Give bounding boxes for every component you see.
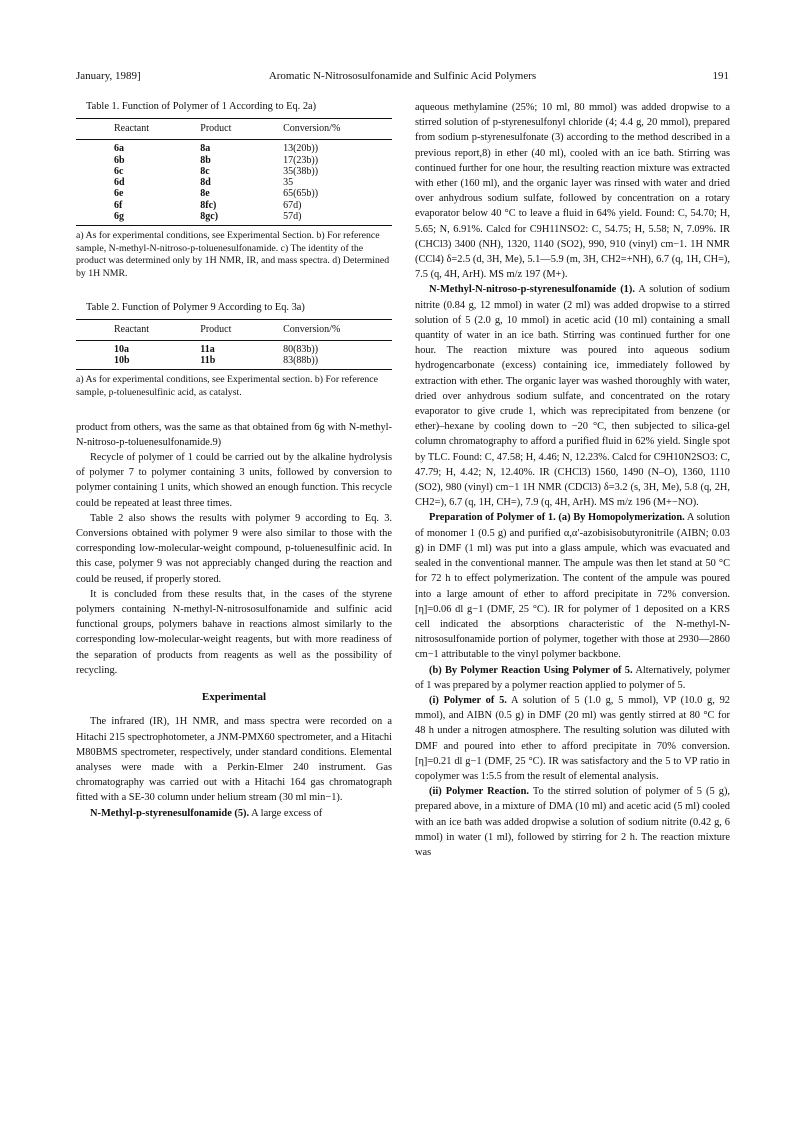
table1-reactant: 6a	[114, 143, 124, 155]
table1-conversion: 67d)	[283, 199, 302, 211]
table2-product: 11a	[200, 343, 215, 355]
paragraph-text: To the stirred solution of polymer of 5 (5 g), prepared above, in a mixture of DMA (10 ml) and acetic acid (5 ml) cooled with an ice bath was added dropwise a solution of sodium nitrite (0.42 g, 6 mmol) in water (1 ml), followed by stirring for 2 h. The reaction mixture was	[415, 786, 731, 858]
table1	[76, 118, 392, 226]
body-paragraph	[76, 806, 392, 821]
table-row	[76, 355, 392, 370]
table-row	[76, 211, 392, 226]
body-paragraph: Table 2 also shows the results with polymer 9 according to Eq. 3. Conversions obtained with polymer 9 were also similar to those with the corresponding low-molecular-weight compound, p-toluenesulfinic acid. In this case, polymer 9 was not appreciably changed during the reaction and could be reused, if properly stored.	[76, 512, 392, 585]
table1-reactant: 6b	[114, 154, 125, 166]
table1-conversion: 65(65b))	[283, 188, 319, 200]
table-row	[76, 155, 392, 166]
table-row	[76, 166, 392, 177]
body-paragraph	[415, 663, 730, 693]
table1-conversion: 13(20b))	[283, 143, 319, 155]
table1-product: 8c	[200, 165, 210, 177]
table2-product: 11b	[180, 355, 275, 370]
table-row	[76, 177, 392, 188]
table1-reactant: 6d	[114, 177, 125, 189]
table2-header-product: Product	[180, 319, 275, 340]
table-row	[76, 200, 392, 211]
run-in-heading: (ii) Polymer Reaction.	[429, 786, 529, 798]
table1-reactant: 6c	[114, 165, 124, 177]
table1-product: 8d	[200, 177, 211, 189]
table1-reactant: 6e	[114, 188, 124, 200]
paragraph-text: Alternatively, polymer of 1 was prepared by a polymer reaction applied to polymer of 5.	[415, 664, 730, 691]
table1-product: 8e	[200, 188, 210, 200]
table-row	[76, 140, 392, 155]
right-column	[415, 100, 730, 860]
run-in-heading: N-Methyl-p-styrenesulfonamide (5).	[90, 807, 250, 819]
body-paragraph: aqueous methylamine (25%; 10 ml, 80 mmol) was added dropwise to a stirred solution of p-styrenesulfonyl chloride (4; 4.4 g, 20 mmol), prepared from sodium p-styrenesulfonate (3) according to the method described in a previous report,8) in ether (40 ml), cooled with an ice bath. Stirring was continued further for one hour, the resulting reaction mixture was extracted with ether (160 ml), and the organic layer was rinsed with water and dried over anhydrous sodium sulfate, followed by concentration on a rotary evaporator below 40 °C to leave a fluid in 64% yield. Found: C, 54.70; H, 5.65; N, 6.91%. Calcd for C9H11NSO2: C, 54.75; H, 5.58; N, 7.09%. IR (CHCl3) 3400 (NH), 1320, 1140 (SO2), 990, 910 (vinyl) cm−1. 1H NMR (CCl4) δ=2.5 (d, 3H, Me), 5.1—5.9 (m, 3H, CH2=+NH), 6.7 (q, 1H, CH=), 7.5 (q, 4H, ArH). MS m/z 197 (M+).	[415, 102, 730, 281]
table1-reactant: 6f	[114, 199, 123, 211]
page-number: 191	[712, 70, 729, 82]
table2-notes: a) As for experimental conditions, see Experimental section. b) For reference sample, p-toluenesulfinic acid, as catalyst.	[76, 374, 378, 399]
table-row	[76, 340, 392, 355]
table2-reactant: 10b	[76, 355, 180, 370]
table1-notes: a) As for experimental conditions, see Experimental Section. b) For reference sample, N-methyl-N-nitroso-p-toluenesulfonamide. c) The identity of the product was determined only by 1H NMR, IR, and mass spectra. d) Determined by 1H NMR.	[76, 230, 390, 280]
paragraph-text: A large excess of	[249, 807, 323, 819]
table1-conversion: 35	[283, 177, 294, 189]
running-header	[76, 70, 729, 86]
body-paragraph	[415, 693, 730, 784]
run-in-heading: N-Methyl-N-nitroso-p-styrenesulfonamide (1).	[429, 284, 635, 296]
section-heading: Experimental	[201, 691, 267, 704]
body-paragraph	[415, 784, 730, 860]
table1-conversion: 57d)	[275, 211, 392, 226]
table2-header-conversion: Conversion/%	[275, 319, 392, 340]
run-in-heading: (i) Polymer of 5.	[429, 694, 507, 706]
table1-header-product: Product	[180, 119, 275, 140]
body-paragraph: It is concluded from these results that, in the cases of the styrene polymers containing N-methyl-N-nitrososulfonamide and sulfinic acid functional groups, polymers bahave in reactions almost similarly to the corresponding low-molecular-weight reagents, but with more readiness of the separation of products from reagents as well as the possibility of recycling.	[76, 588, 392, 676]
body-paragraph	[415, 282, 730, 510]
table1-product: 8a	[200, 143, 211, 155]
table1-caption: Table 1. Function of Polymer of 1 According to Eq. 2a)	[86, 101, 317, 112]
body-paragraph: product from others, was the same as that obtained from 6g with N-methyl-N-nitroso-p-toluenesulfonamide.9)	[76, 421, 392, 448]
run-in-heading: (b) By Polymer Reaction Using Polymer of 5.	[429, 664, 633, 676]
body-paragraph: Recycle of polymer of 1 could be carried out by the alkaline hydrolysis of polymer 7 to polymer containing 3 units, followed by conversion to polymer containing 1 units, which showed an enough function. This recycle could be repeated at least three times.	[76, 452, 392, 509]
table2-conversion: 83(88b))	[275, 355, 392, 370]
table2-header-reactant: Reactant	[76, 319, 180, 340]
table1-product: 8fc)	[200, 199, 217, 211]
run-in-heading: Preparation of Polymer of 1. (a) By Homopolymerization.	[429, 512, 685, 524]
body-paragraph	[415, 510, 730, 662]
paragraph-text: A solution of sodium nitrite (0.84 g, 12 mmol) in water (2 ml) was added dropwise to a stirred solution of 5 (2.0 g, 10 mmol) in acetic acid (10 ml) containing a small quantity of water in an ice bath. Stirring was continued further for one hour. The reaction mixture was poured into aqueous sodium hydrogencarbonate (excess) containing ice, immediately followed by extraction with ether. The organic layer was washed thoroughly with water, dried over anhydrous sodium sulfate, and concentrated on the rotary evaporator to give crude 1, which was reprecipitated from benzene (or ether)–hexane by cooling down to −20 °C, then subjected to silica-gel column chromatography to afford a purified fluid in 62% yield. Single spot by TLC. Found: C, 47.58; H, 4.46; N, 12.23%. Calcd for C9H10N2SO3: C, 47.79; H, 4.42; N, 12.40%. IR (CHCl3) 1560, 1490 (N–O), 1360, 1110 (SO2), 980 (vinyl) cm−1 1H NMR (CDCl3) δ=3.2 (s, 3H, Me), 5.8 (q, 2H, CH2=), 6.7 (q, 1H, CH=), 7.9 (q, 4H, ArH). MS m/z 196 (M+−NO).	[415, 284, 730, 509]
table1-header-reactant: Reactant	[76, 119, 180, 140]
table2-reactant: 10a	[114, 343, 129, 355]
table1-conversion: 17(23b))	[283, 154, 319, 166]
table1-reactant: 6g	[76, 211, 180, 226]
body-paragraph: The infrared (IR), 1H NMR, and mass spectra were recorded on a Hitachi 215 spectrophotometer, a JNM-PMX60 spectrometer, and a Hitachi M80BMS spectrometer, respectively, under standard conditions. Elemental analyses were made with a Perkin-Elmer 240 instrument. Gas chromatography was carried out with a Hitachi 164 gas chromatograph fitted with a SE-30 column under helium stream (30 ml min−1).	[76, 716, 392, 804]
table1-conversion: 35(38b))	[283, 165, 319, 177]
table2	[76, 319, 392, 371]
header-title: Aromatic N-Nitrososulfonamide and Sulfinic Acid Polymers	[268, 70, 537, 82]
table1-header-conversion: Conversion/%	[275, 119, 392, 140]
header-date: January, 1989]	[76, 70, 141, 82]
table2-caption: Table 2. Function of Polymer 9 According to Eq. 3a)	[86, 301, 305, 313]
paragraph-text: A solution of monomer 1 (0.5 g) and purified α,α′-azobisisobutyronitrile (AIBN; 0.03 g) in DMF (1 ml) was put into a glass ampule, which was evacuated and sealed in the conventional manner. The ampule was then let stand at 50 °C for 72 h to effect polymerization. The content of the ampule was poured into a large amount of ether to afford precipitate in 72% conversion. [η]=0.06 dl g−1 (DMF, 25 °C). IR for polymer of 1 deposited on a KRS cell indicated the absorptions characteristic of the N-methyl-N-nitrososulfonamide portion of polymer, together with those at 2930—2860 cm−1 attributable to the vinyl polymer backbone.	[415, 512, 730, 661]
table1-product: 8b	[200, 154, 211, 166]
paragraph-text: A solution of 5 (1.0 g, 5 mmol), VP (10.0 g, 92 mmol), and AIBN (0.5 g) in DMF (20 ml) was gently stirred at 80 °C for 48 h under a nitrogen atmosphere. The resulting solution was diluted with DMF and poured into ether to afford precipitate in 70% conversion. [η]=0.21 dl g−1 (DMF, 25 °C). IR was satisfactory and the 5 to VP ratio in copolymer was 1:5.5 from the result of elemental analysis.	[415, 694, 730, 782]
table2-conversion: 80(83b))	[283, 343, 319, 355]
left-column	[76, 100, 392, 821]
table1-product: 8gc)	[180, 211, 275, 226]
table-row	[76, 188, 392, 199]
